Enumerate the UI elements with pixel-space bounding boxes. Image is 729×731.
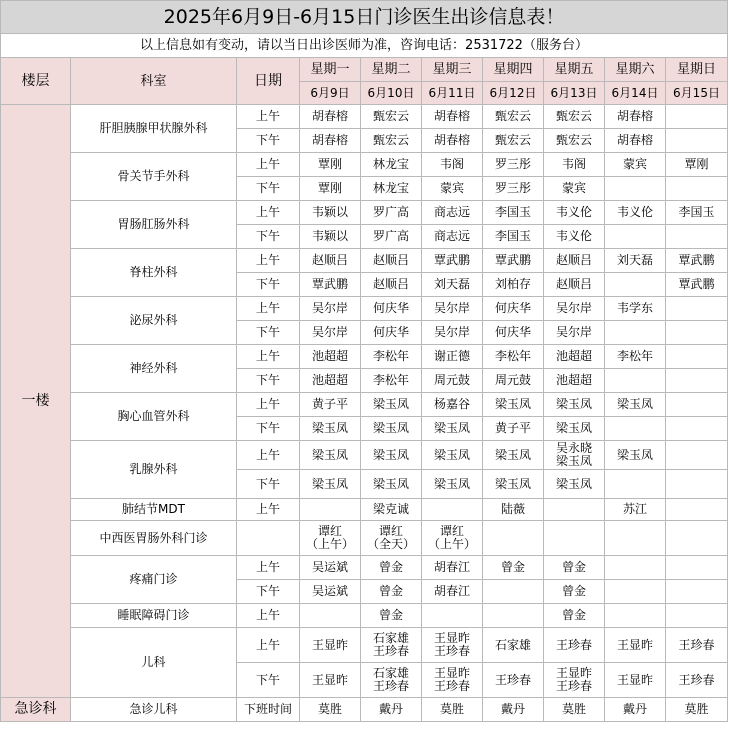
doctor-cell: 谭红 （上午） bbox=[300, 521, 361, 556]
doctor-cell: 曾金 bbox=[544, 580, 605, 604]
date-cell: 6月13日 bbox=[544, 82, 605, 105]
schedule-row bbox=[1, 499, 728, 521]
doctor-cell: 梁玉凤 bbox=[422, 441, 483, 470]
doctor-cell: 商志远 bbox=[422, 201, 483, 225]
period-cell: 下午 bbox=[237, 129, 300, 153]
doctor-cell: 胡春江 bbox=[422, 556, 483, 580]
doctor-cell bbox=[666, 580, 728, 604]
schedule-row bbox=[1, 249, 728, 273]
doctor-cell: 何庆华 bbox=[361, 297, 422, 321]
doctor-cell: 甄宏云 bbox=[544, 105, 605, 129]
doctor-cell: 刘柏存 bbox=[483, 273, 544, 297]
doctor-cell: 梁玉凤 bbox=[483, 470, 544, 499]
doctor-cell: 王显昨 王珍春 bbox=[544, 663, 605, 698]
doctor-cell: 王显昨 bbox=[605, 663, 666, 698]
doctor-cell: 覃武鹏 bbox=[483, 249, 544, 273]
doctor-cell: 甄宏云 bbox=[361, 105, 422, 129]
doctor-cell: 林龙宝 bbox=[361, 177, 422, 201]
doctor-cell: 何庆华 bbox=[361, 321, 422, 345]
doctor-cell: 覃武鹏 bbox=[422, 249, 483, 273]
doctor-cell: 韦颖以 bbox=[300, 201, 361, 225]
doctor-cell bbox=[483, 580, 544, 604]
doctor-cell: 王珍春 bbox=[483, 663, 544, 698]
doctor-cell: 胡春榕 bbox=[605, 129, 666, 153]
weekday-cell: 星期四 bbox=[483, 58, 544, 82]
doctor-cell: 吴运斌 bbox=[300, 556, 361, 580]
doctor-cell: 戴丹 bbox=[361, 698, 422, 722]
doctor-cell: 莫胜 bbox=[544, 698, 605, 722]
period-cell: 上午 bbox=[237, 441, 300, 470]
period-cell: 上午 bbox=[237, 153, 300, 177]
doctor-cell: 刘天磊 bbox=[605, 249, 666, 273]
doctor-cell: 梁玉凤 bbox=[361, 417, 422, 441]
doctor-cell: 莫胜 bbox=[422, 698, 483, 722]
doctor-cell: 梁玉凤 bbox=[544, 470, 605, 499]
doctor-cell: 王显昨 bbox=[300, 663, 361, 698]
period-cell: 下午 bbox=[237, 417, 300, 441]
doctor-cell: 赵顺吕 bbox=[300, 249, 361, 273]
period-cell: 下午 bbox=[237, 580, 300, 604]
period-cell: 下午 bbox=[237, 225, 300, 249]
period-cell: 上午 bbox=[237, 604, 300, 628]
doctor-cell bbox=[666, 417, 728, 441]
doctor-cell: 吴运斌 bbox=[300, 580, 361, 604]
department-name: 胃肠肛肠外科 bbox=[71, 201, 237, 249]
period-cell: 下午 bbox=[237, 273, 300, 297]
doctor-cell: 王显昨 bbox=[605, 628, 666, 663]
doctor-cell: 石家雄 bbox=[483, 628, 544, 663]
doctor-cell: 甄宏云 bbox=[483, 129, 544, 153]
doctor-cell bbox=[605, 321, 666, 345]
doctor-cell: 梁玉凤 bbox=[300, 441, 361, 470]
doctor-cell bbox=[666, 129, 728, 153]
doctor-cell bbox=[483, 604, 544, 628]
doctor-cell bbox=[605, 369, 666, 393]
doctor-cell: 王显昨 王珍春 bbox=[422, 663, 483, 698]
doctor-cell bbox=[666, 470, 728, 499]
department-name: 神经外科 bbox=[71, 345, 237, 393]
doctor-cell: 吴尔岸 bbox=[544, 297, 605, 321]
doctor-cell: 王珍春 bbox=[666, 628, 728, 663]
schedule-row bbox=[1, 556, 728, 580]
schedule-row bbox=[1, 153, 728, 177]
doctor-cell bbox=[422, 604, 483, 628]
doctor-cell: 罗三彤 bbox=[483, 177, 544, 201]
period-cell bbox=[237, 521, 300, 556]
doctor-cell: 李松年 bbox=[605, 345, 666, 369]
doctor-cell: 周元鼓 bbox=[422, 369, 483, 393]
period-cell: 上午 bbox=[237, 345, 300, 369]
title-row bbox=[1, 1, 728, 34]
weekday-cell: 星期二 bbox=[361, 58, 422, 82]
doctor-cell: 池超超 bbox=[544, 369, 605, 393]
doctor-cell bbox=[605, 556, 666, 580]
doctor-cell: 周元鼓 bbox=[483, 369, 544, 393]
dept-header: 科室 bbox=[71, 58, 237, 105]
period-cell: 上午 bbox=[237, 628, 300, 663]
doctor-cell bbox=[544, 521, 605, 556]
doctor-cell: 胡春江 bbox=[422, 580, 483, 604]
period-cell: 下午 bbox=[237, 663, 300, 698]
floor-cell: 急诊科 bbox=[1, 698, 71, 722]
doctor-cell: 王珍春 bbox=[666, 663, 728, 698]
department-name: 中西医胃肠外科门诊 bbox=[71, 521, 237, 556]
notice-text: 以上信息如有变动，请以当日出诊医师为准，咨询电话：2531722（服务台） bbox=[1, 34, 728, 58]
doctor-cell bbox=[666, 321, 728, 345]
weekday-cell: 星期五 bbox=[544, 58, 605, 82]
doctor-cell: 谢正德 bbox=[422, 345, 483, 369]
doctor-cell: 胡春榕 bbox=[300, 105, 361, 129]
doctor-cell: 覃刚 bbox=[300, 153, 361, 177]
page-title: 2025年6月9日-6月15日门诊医生出诊信息表！ bbox=[1, 1, 728, 34]
doctor-cell: 曾金 bbox=[483, 556, 544, 580]
department-name: 肺结节MDT bbox=[71, 499, 237, 521]
doctor-cell: 梁玉凤 bbox=[361, 470, 422, 499]
date-cell: 6月9日 bbox=[300, 82, 361, 105]
doctor-cell: 何庆华 bbox=[483, 297, 544, 321]
doctor-cell: 赵顺吕 bbox=[544, 249, 605, 273]
doctor-cell: 覃武鹏 bbox=[666, 273, 728, 297]
doctor-cell: 梁玉凤 bbox=[422, 417, 483, 441]
doctor-cell: 戴丹 bbox=[605, 698, 666, 722]
date-cell: 6月10日 bbox=[361, 82, 422, 105]
doctor-cell: 梁玉凤 bbox=[300, 417, 361, 441]
doctor-cell: 胡春榕 bbox=[300, 129, 361, 153]
doctor-cell: 莫胜 bbox=[300, 698, 361, 722]
doctor-cell: 梁玉凤 bbox=[544, 417, 605, 441]
doctor-cell: 罗广高 bbox=[361, 201, 422, 225]
doctor-cell bbox=[605, 521, 666, 556]
doctor-cell: 戴丹 bbox=[483, 698, 544, 722]
doctor-cell: 商志远 bbox=[422, 225, 483, 249]
notice-row bbox=[1, 34, 728, 58]
doctor-cell bbox=[666, 556, 728, 580]
doctor-cell: 吴尔岸 bbox=[422, 321, 483, 345]
schedule-row bbox=[1, 105, 728, 129]
doctor-cell bbox=[605, 225, 666, 249]
doctor-cell: 梁克诚 bbox=[361, 499, 422, 521]
date-cell: 6月14日 bbox=[605, 82, 666, 105]
doctor-cell: 吴尔岸 bbox=[300, 321, 361, 345]
doctor-cell: 吴永晓 梁玉凤 bbox=[544, 441, 605, 470]
schedule-row bbox=[1, 521, 728, 556]
doctor-cell: 韦义伦 bbox=[544, 225, 605, 249]
period-cell: 上午 bbox=[237, 249, 300, 273]
doctor-cell: 蒙宾 bbox=[544, 177, 605, 201]
doctor-cell bbox=[666, 105, 728, 129]
doctor-cell: 覃武鹏 bbox=[666, 249, 728, 273]
doctor-cell: 韦颖以 bbox=[300, 225, 361, 249]
doctor-cell: 池超超 bbox=[544, 345, 605, 369]
doctor-cell: 梁玉凤 bbox=[422, 470, 483, 499]
period-cell: 上午 bbox=[237, 201, 300, 225]
date-cell: 6月11日 bbox=[422, 82, 483, 105]
doctor-cell: 李国玉 bbox=[483, 201, 544, 225]
department-name: 脊柱外科 bbox=[71, 249, 237, 297]
schedule-row bbox=[1, 345, 728, 369]
doctor-cell: 林龙宝 bbox=[361, 153, 422, 177]
doctor-cell bbox=[422, 499, 483, 521]
doctor-cell: 池超超 bbox=[300, 369, 361, 393]
doctor-cell bbox=[666, 345, 728, 369]
date-header: 日期 bbox=[237, 58, 300, 105]
emergency-row bbox=[1, 698, 728, 722]
doctor-cell: 谭红 （上午） bbox=[422, 521, 483, 556]
doctor-cell bbox=[666, 521, 728, 556]
department-name: 泌尿外科 bbox=[71, 297, 237, 345]
doctor-cell: 李松年 bbox=[483, 345, 544, 369]
doctor-cell: 罗三彤 bbox=[483, 153, 544, 177]
doctor-cell: 梁玉凤 bbox=[605, 441, 666, 470]
period-cell: 下午 bbox=[237, 321, 300, 345]
period-cell: 上午 bbox=[237, 297, 300, 321]
doctor-cell bbox=[605, 273, 666, 297]
doctor-cell: 梁玉凤 bbox=[483, 393, 544, 417]
doctor-cell bbox=[666, 441, 728, 470]
department-name: 疼痛门诊 bbox=[71, 556, 237, 604]
department-name: 儿科 bbox=[71, 628, 237, 698]
doctor-cell bbox=[666, 297, 728, 321]
doctor-cell: 甄宏云 bbox=[361, 129, 422, 153]
doctor-cell bbox=[544, 499, 605, 521]
doctor-cell: 曾金 bbox=[544, 556, 605, 580]
doctor-cell: 苏江 bbox=[605, 499, 666, 521]
doctor-cell: 韦义伦 bbox=[544, 201, 605, 225]
doctor-cell: 李松年 bbox=[361, 369, 422, 393]
doctor-cell bbox=[666, 369, 728, 393]
doctor-cell: 莫胜 bbox=[666, 698, 728, 722]
doctor-cell bbox=[605, 604, 666, 628]
doctor-cell bbox=[666, 604, 728, 628]
doctor-cell: 曾金 bbox=[361, 604, 422, 628]
doctor-cell bbox=[605, 580, 666, 604]
doctor-cell: 蒙宾 bbox=[605, 153, 666, 177]
floor-cell: 一楼 bbox=[1, 105, 71, 698]
doctor-cell: 梁玉凤 bbox=[483, 441, 544, 470]
doctor-cell: 曾金 bbox=[361, 580, 422, 604]
doctor-cell bbox=[300, 604, 361, 628]
doctor-cell: 罗广高 bbox=[361, 225, 422, 249]
doctor-cell: 陆薇 bbox=[483, 499, 544, 521]
period-cell: 下班时间 bbox=[237, 698, 300, 722]
doctor-cell: 李国玉 bbox=[483, 225, 544, 249]
doctor-cell: 甄宏云 bbox=[483, 105, 544, 129]
weekday-cell: 星期六 bbox=[605, 58, 666, 82]
doctor-cell: 石家雄 王珍春 bbox=[361, 663, 422, 698]
department-name: 急诊儿科 bbox=[71, 698, 237, 722]
weekday-cell: 星期三 bbox=[422, 58, 483, 82]
department-name: 肝胆胰腺甲状腺外科 bbox=[71, 105, 237, 153]
doctor-cell: 蒙宾 bbox=[422, 177, 483, 201]
doctor-cell: 黄子平 bbox=[483, 417, 544, 441]
doctor-cell: 曾金 bbox=[361, 556, 422, 580]
doctor-cell: 石家雄 王珍春 bbox=[361, 628, 422, 663]
doctor-cell: 覃刚 bbox=[666, 153, 728, 177]
doctor-cell: 覃武鹏 bbox=[300, 273, 361, 297]
doctor-cell bbox=[605, 470, 666, 499]
doctor-cell bbox=[666, 499, 728, 521]
doctor-cell: 甄宏云 bbox=[544, 129, 605, 153]
doctor-cell: 韦义伦 bbox=[605, 201, 666, 225]
doctor-cell: 赵顺吕 bbox=[361, 273, 422, 297]
doctor-cell: 吴尔岸 bbox=[544, 321, 605, 345]
floor-header: 楼层 bbox=[1, 58, 71, 105]
department-name: 睡眠障碍门诊 bbox=[71, 604, 237, 628]
doctor-cell: 王显昨 王珍春 bbox=[422, 628, 483, 663]
doctor-cell: 梁玉凤 bbox=[605, 393, 666, 417]
period-cell: 上午 bbox=[237, 393, 300, 417]
doctor-cell: 吴尔岸 bbox=[422, 297, 483, 321]
doctor-cell bbox=[666, 393, 728, 417]
doctor-cell: 刘天磊 bbox=[422, 273, 483, 297]
period-cell: 下午 bbox=[237, 470, 300, 499]
doctor-cell: 吴尔岸 bbox=[300, 297, 361, 321]
doctor-cell: 曾金 bbox=[544, 604, 605, 628]
weekday-header-row bbox=[1, 58, 728, 82]
doctor-cell: 李松年 bbox=[361, 345, 422, 369]
period-cell: 下午 bbox=[237, 369, 300, 393]
schedule-row bbox=[1, 441, 728, 470]
weekday-cell: 星期日 bbox=[666, 58, 728, 82]
doctor-cell bbox=[605, 177, 666, 201]
doctor-cell: 何庆华 bbox=[483, 321, 544, 345]
date-cell: 6月15日 bbox=[666, 82, 728, 105]
period-cell: 下午 bbox=[237, 177, 300, 201]
doctor-cell: 胡春榕 bbox=[422, 105, 483, 129]
doctor-cell: 韦阁 bbox=[544, 153, 605, 177]
doctor-cell bbox=[666, 225, 728, 249]
doctor-cell: 胡春榕 bbox=[422, 129, 483, 153]
schedule-row bbox=[1, 393, 728, 417]
doctor-cell: 池超超 bbox=[300, 345, 361, 369]
department-name: 乳腺外科 bbox=[71, 441, 237, 499]
doctor-cell: 韦阁 bbox=[422, 153, 483, 177]
doctor-cell: 黄子平 bbox=[300, 393, 361, 417]
doctor-cell: 赵顺吕 bbox=[544, 273, 605, 297]
doctor-cell: 谭红 （全天） bbox=[361, 521, 422, 556]
department-name: 骨关节手外科 bbox=[71, 153, 237, 201]
schedule-row bbox=[1, 201, 728, 225]
period-cell: 上午 bbox=[237, 556, 300, 580]
doctor-cell: 梁玉凤 bbox=[361, 393, 422, 417]
date-cell: 6月12日 bbox=[483, 82, 544, 105]
doctor-cell: 梁玉凤 bbox=[361, 441, 422, 470]
doctor-cell bbox=[605, 417, 666, 441]
doctor-cell: 韦学东 bbox=[605, 297, 666, 321]
period-cell: 上午 bbox=[237, 499, 300, 521]
doctor-cell: 李国玉 bbox=[666, 201, 728, 225]
doctor-cell bbox=[483, 521, 544, 556]
doctor-cell: 胡春榕 bbox=[605, 105, 666, 129]
doctor-cell bbox=[666, 177, 728, 201]
schedule-row bbox=[1, 604, 728, 628]
doctor-cell: 王珍春 bbox=[544, 628, 605, 663]
weekday-cell: 星期一 bbox=[300, 58, 361, 82]
doctor-cell: 覃刚 bbox=[300, 177, 361, 201]
doctor-cell: 梁玉凤 bbox=[300, 470, 361, 499]
doctor-cell: 杨嘉谷 bbox=[422, 393, 483, 417]
schedule-row bbox=[1, 297, 728, 321]
doctor-cell: 梁玉凤 bbox=[544, 393, 605, 417]
department-name: 胸心血管外科 bbox=[71, 393, 237, 441]
doctor-cell bbox=[300, 499, 361, 521]
doctor-cell: 赵顺吕 bbox=[361, 249, 422, 273]
schedule-row bbox=[1, 628, 728, 663]
period-cell: 上午 bbox=[237, 105, 300, 129]
doctor-cell: 王显昨 bbox=[300, 628, 361, 663]
